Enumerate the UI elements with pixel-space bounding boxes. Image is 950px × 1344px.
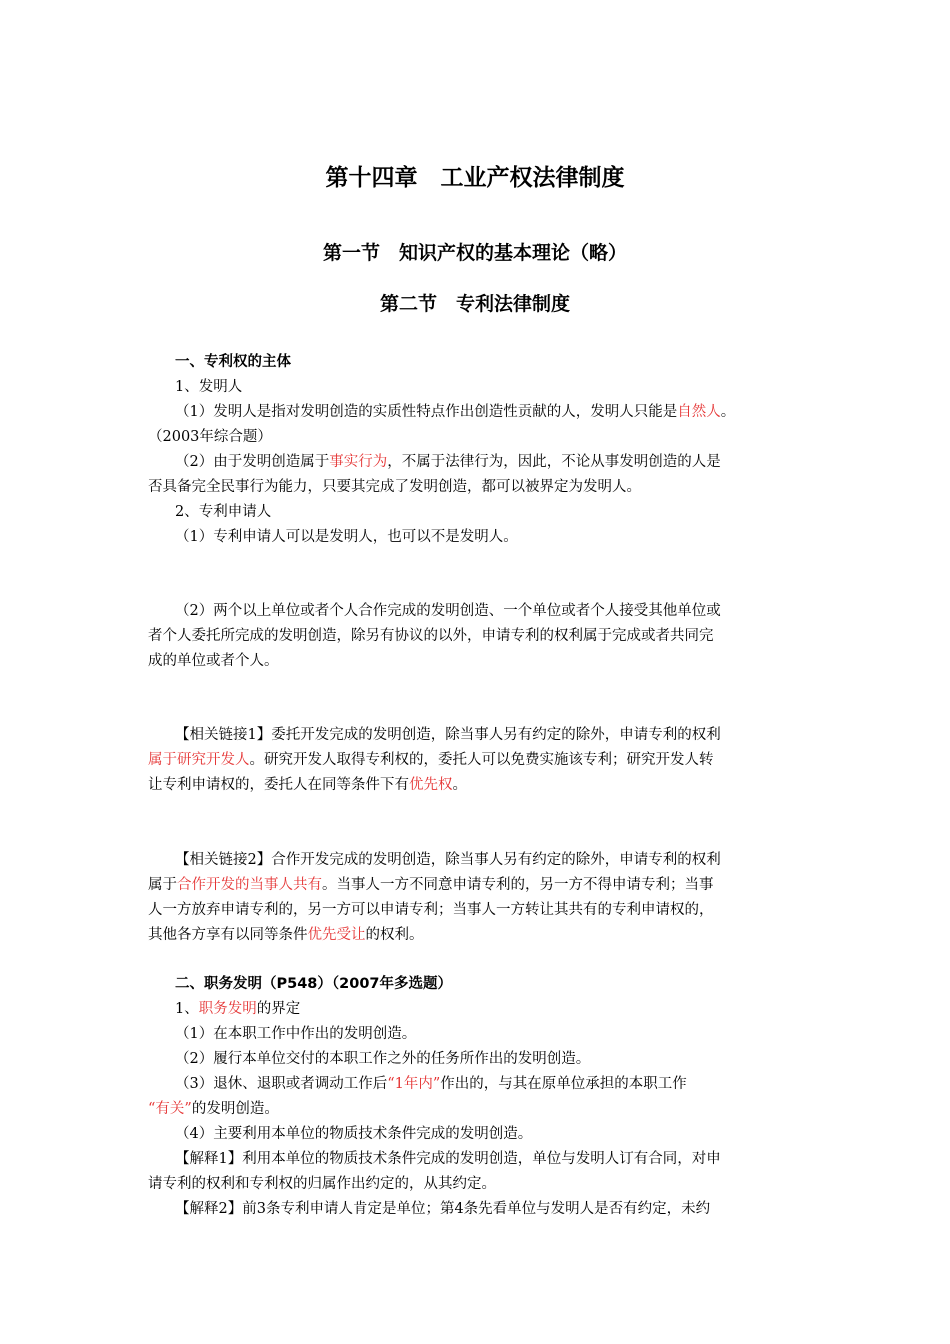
paragraph-line: 请专利的权利和专利权的归属作出约定的，从其约定。 [148,1176,496,1192]
highlight-text: 合作开发的当事人共有 [177,877,322,893]
paragraph-line: 成的单位或者个人。 [148,653,279,669]
paragraph-line: 否具备完全民事行为能力，只要其完成了发明创造，都可以被界定为发明人。 [148,479,641,495]
highlight-text: “有关” [148,1101,192,1117]
paragraph-line: （1）在本职工作中作出的发明创造。 [175,1026,417,1042]
paragraph-line: （2003年综合题） [148,429,272,445]
highlight-text: 自然人 [677,404,721,420]
highlight-text: “1年内” [387,1076,441,1092]
paragraph-line: 其他各方享有以同等条件优先受让的权利。 [148,927,424,943]
paragraph-line: 让专利申请权的，委托人在同等条件下有优先权。 [148,777,467,793]
highlight-text: 职务发明 [198,1001,257,1017]
sub-applicant: 2、专利申请人 [175,504,272,520]
paragraph-line: （2）由于发明创造属于事实行为，不属于法律行为，因此，不论从事发明创造的人是 [175,454,721,470]
sub-inventor: 1、发明人 [175,379,243,395]
paragraph-line: （2）履行本单位交付的本职工作之外的任务所作出的发明创造。 [175,1051,591,1067]
heading-patent-subject: 一、专利权的主体 [175,354,291,370]
highlight-text: 优先受让 [307,927,366,943]
paragraph-line: （1）专利申请人可以是发明人，也可以不是发明人。 [175,529,518,545]
paragraph-line: （1）发明人是指对发明创造的实质性特点作出创造性贡献的人，发明人只能是自然人。 [175,404,736,420]
chapter-title: 第十四章 工业产权法律制度 [325,165,625,191]
section-2-title: 第二节 专利法律制度 [379,293,570,315]
heading-service-invention: 二、职务发明（P548）（2007年多选题） [175,976,452,992]
sub-definition: 1、职务发明的界定 [175,1001,301,1017]
paragraph-line: （4）主要利用本单位的物质技术条件完成的发明创造。 [175,1126,533,1142]
paragraph-line: 者个人委托所完成的发明创造，除另有协议的以外，申请专利的权利属于完成或者共同完 [148,628,714,644]
paragraph-line: 属于研究开发人。研究开发人取得专利权的，委托人可以免费实施该专利；研究开发人转 [148,752,714,768]
section-1-title: 第一节 知识产权的基本理论（略） [322,242,627,264]
paragraph-line: （2）两个以上单位或者个人合作完成的发明创造、一个单位或者个人接受其他单位或 [175,603,721,619]
highlight-text: 事实行为 [329,454,388,470]
highlight-text: 优先权 [409,777,453,793]
paragraph-line: 人一方放弃申请专利的，另一方可以申请专利；当事人一方转让其共有的专利申请权的， [148,902,714,918]
highlight-text: 属于研究开发人 [148,752,250,768]
paragraph-line: 属于合作开发的当事人共有。当事人一方不同意申请专利的，另一方不得申请专利；当事 [148,877,714,893]
related-link-2: 【相关链接2】合作开发完成的发明创造，除当事人另有约定的除外，申请专利的权利 [175,852,721,868]
paragraph-line: （3）退休、退职或者调动工作后“1年内”作出的，与其在原单位承担的本职工作 [175,1076,687,1092]
explanation-1: 【解释1】利用本单位的物质技术条件完成的发明创造，单位与发明人订有合同，对申 [175,1151,721,1167]
explanation-2: 【解释2】前3条专利申请人肯定是单位；第4条先看单位与发明人是否有约定，未约 [175,1201,711,1217]
paragraph-line: “有关”的发明创造。 [148,1101,279,1117]
related-link-1: 【相关链接1】委托开发完成的发明创造，除当事人另有约定的除外，申请专利的权利 [175,727,721,743]
